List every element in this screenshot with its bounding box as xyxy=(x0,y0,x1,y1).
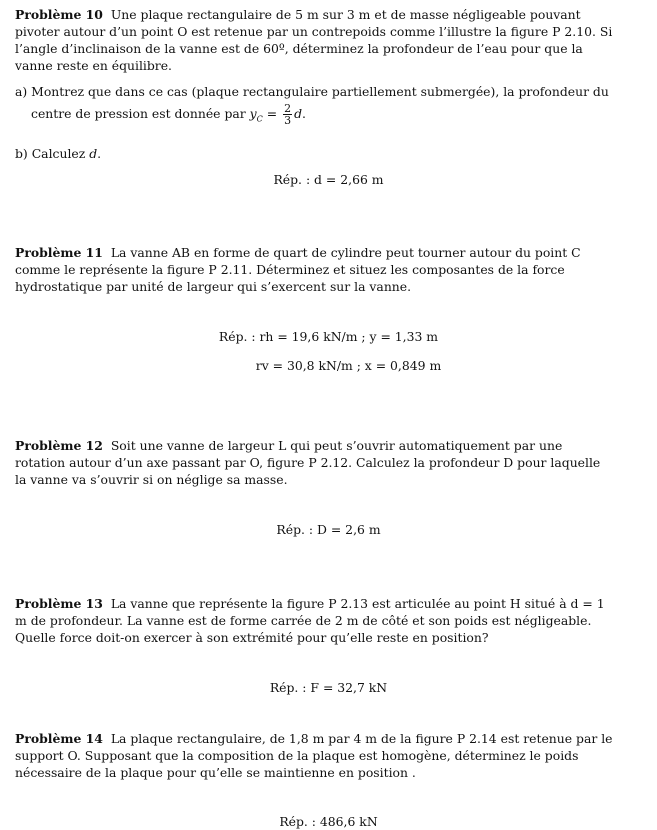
problem-13-text: La vanne que représente la figure P 2.13 est articulée au point H situé à d = 1 m de profondeur. La vanne est de forme carrée de 2 m de côté et son poids est négligeable. Quelle force doit-on exercer à son extrémité pour qu’elle reste en position? xyxy=(15,596,605,645)
part-b-prefix: b) Calculez xyxy=(15,146,86,161)
formula-equals: = xyxy=(266,106,278,121)
problem-11-text: La vanne AB en forme de quart de cylindre peut tourner autour du point C comme le représente la figure P 2.11. Déterminez et situez les composantes de la force hydrostatique par unité de largeur qui s’exercent sur la vanne. xyxy=(15,245,581,294)
part-a-line1: a) Montrez que dans ce cas (plaque rectangulaire partiellement submergée), la profondeur du xyxy=(15,84,609,99)
problem-10-text: Une plaque rectangulaire de 5 m sur 3 m et de masse négligeable pouvant pivoter autour d’un point O est retenue par un contrepoids comme l’illustre la figure P 2.10. Si l’angle d’inclinaison de la vanne est de 60º, déterminez la profondeur de l’eau pour que la vanne reste en équilibre. xyxy=(15,7,613,73)
formula-end: . xyxy=(302,106,306,121)
problem-13 xyxy=(15,595,615,646)
problem-14-answer: Rép. : 486,6 kN xyxy=(279,814,378,829)
problem-13-label: Problème 13 xyxy=(15,596,103,611)
problem-12-text: Soit une vanne de largeur L qui peut s’ouvrir automatiquement par une rotation autour d’un axe passant par O, figure P 2.12. Calculez la profondeur D pour laquelle la vanne va s’ouvrir si on néglige sa masse. xyxy=(15,438,601,487)
formula-d: d xyxy=(294,106,302,121)
problem-11-label: Problème 11 xyxy=(15,245,103,260)
part-a-line2: centre de pression est donnée par xyxy=(31,106,246,121)
problem-14-text: La plaque rectangulaire, de 1,8 m par 4 m de la figure P 2.14 est retenue par le support O. Supposant que la composition de la plaque est homogène, déterminez le poids nécessaire de la plaque pour qu’elle se maintienne en position . xyxy=(15,731,613,780)
problem-11 xyxy=(15,244,615,295)
formula-denominator: 3 xyxy=(284,114,292,127)
problem-12-answer: Rép. : D = 2,6 m xyxy=(276,522,381,537)
problem-14-label: Problème 14 xyxy=(15,731,103,746)
problem-12 xyxy=(15,437,615,488)
problem-12-label: Problème 12 xyxy=(15,438,103,453)
formula-numerator: 2 xyxy=(284,102,292,115)
formula-y: y xyxy=(249,106,257,121)
problem-10-answer: Rép. : d = 2,66 m xyxy=(273,172,384,187)
part-a-formula-line xyxy=(31,103,591,127)
problem-13-answer: Rép. : F = 32,7 kN xyxy=(269,680,388,695)
problem-10-label: Problème 10 xyxy=(15,7,103,22)
formula-y-sub: C xyxy=(256,114,263,124)
problem-10-part-a xyxy=(15,83,615,100)
problem-10-part-b xyxy=(15,145,615,162)
problem-14 xyxy=(15,730,615,781)
formula-fraction xyxy=(283,103,292,126)
problem-10 xyxy=(15,6,615,74)
part-b-var: d xyxy=(89,146,98,161)
problem-11-answer-1: Rép. : rh = 19,6 kN/m ; y = 1,33 m xyxy=(218,329,439,344)
part-b-end: . xyxy=(97,146,102,161)
problem-11-answer-2: rv = 30,8 kN/m ; x = 0,849 m xyxy=(255,358,442,373)
